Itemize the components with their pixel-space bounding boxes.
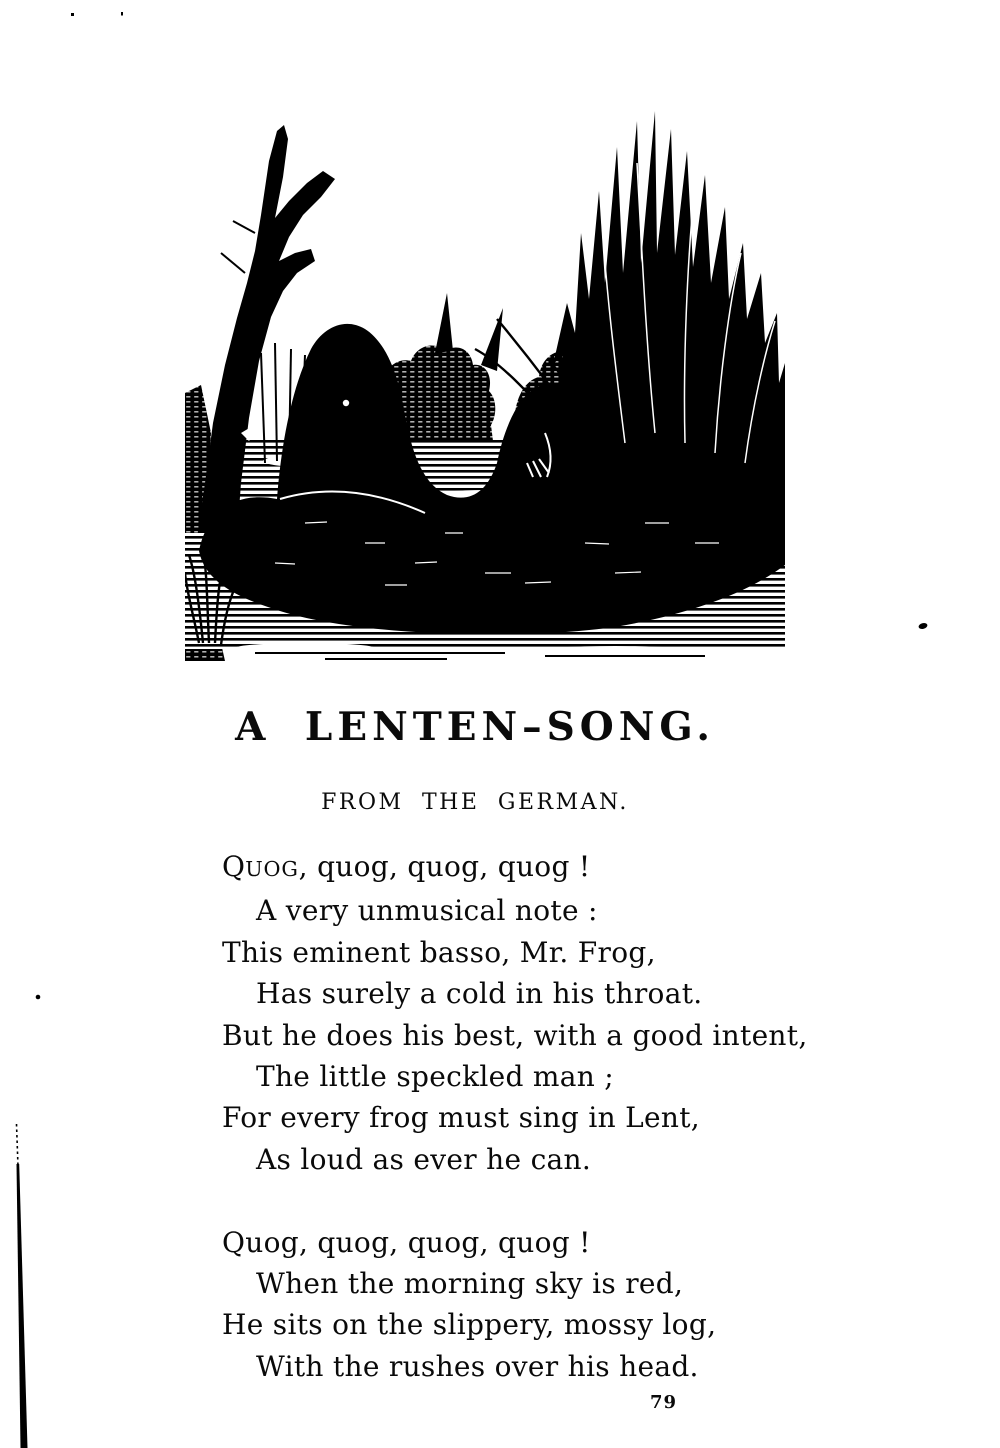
poem-line: Has surely a cold in his throat.	[256, 977, 703, 1011]
page-number: 79	[650, 1392, 678, 1413]
poem-line: A very unmusical note :	[256, 894, 598, 928]
poem-line: But he does his best, with a good intent,	[222, 1018, 808, 1052]
poem-line: QUOG, quog, quog, quog !	[222, 850, 591, 883]
frog-eye-highlight	[343, 400, 349, 406]
poem-stanza-1	[222, 846, 808, 1180]
poem-body	[222, 846, 808, 1387]
frog-pond-illustration	[185, 103, 785, 663]
poem-stanza-2	[222, 1222, 808, 1388]
poem-line: He sits on the slippery, mossy log,	[222, 1308, 717, 1342]
gutter-shadow	[17, 1164, 28, 1448]
poem-line: For every frog must sing in Lent,	[222, 1101, 700, 1135]
poem-line: Quog, quog, quog, quog !	[222, 1225, 591, 1259]
poem-line: This eminent basso, Mr. Frog,	[222, 935, 656, 969]
poem-subtitle: FROM THE GERMAN.	[321, 790, 629, 815]
poem-title: A LENTEN–SONG.	[235, 704, 715, 750]
poem-line: The little speckled man ;	[256, 1060, 614, 1094]
poem-line: As loud as ever he can.	[256, 1142, 592, 1176]
poem-line: When the morning sky is red,	[256, 1267, 684, 1301]
poem-line: With the rushes over his head.	[256, 1349, 699, 1383]
